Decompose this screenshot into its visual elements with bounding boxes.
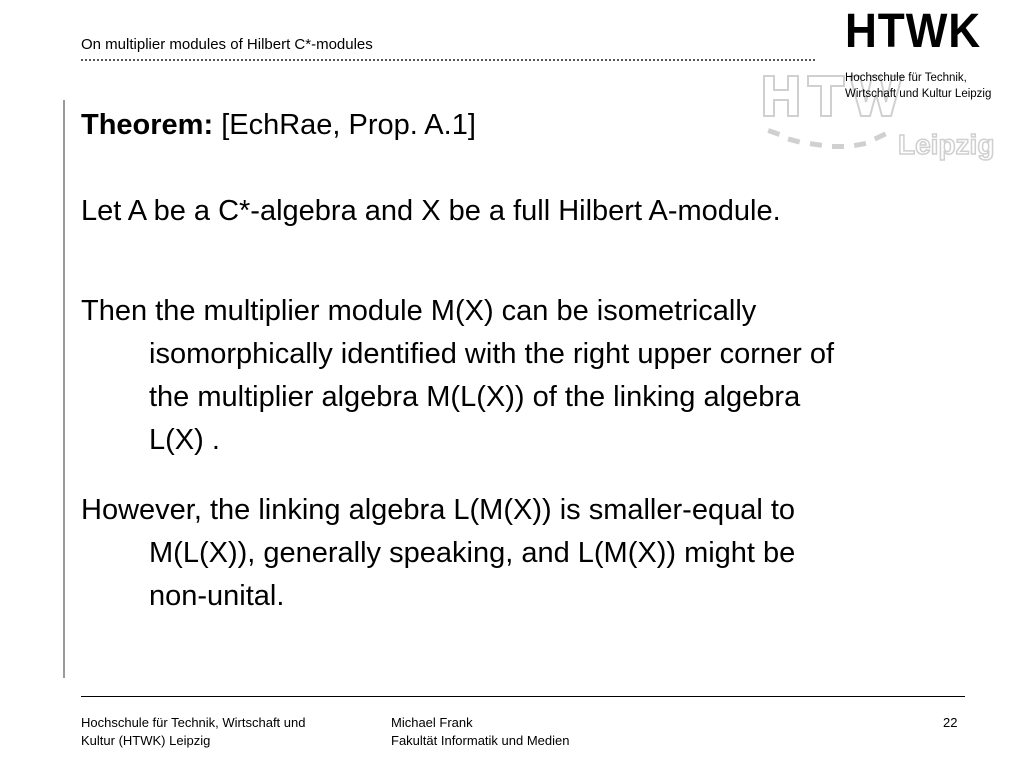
logo-subline-1: Hochschule für Technik, [845,72,967,84]
footer-institution [81,714,305,750]
header-dotted-rule [81,59,815,61]
paragraph-line: M(L(X)), generally speaking, and L(M(X)) might be [149,537,796,569]
footer-institution-line-1: Hochschule für Technik, Wirtschaft und [81,715,306,730]
page-number: 22 [943,715,958,730]
left-vertical-rule [63,100,65,678]
footer-author-block [391,714,569,750]
theorem-reference: [EchRae, Prop. A.1] [213,109,476,141]
paragraph-line: the multiplier algebra M(L(X)) of the linking algebra [149,381,801,413]
footer-rule [81,696,965,697]
paragraph-conclusion [81,290,996,462]
svg-text:Leipzig: Leipzig [898,129,995,160]
footer-author: Michael Frank [391,715,473,730]
theorem-label: Theorem: [81,109,214,141]
paragraph-line: Let A be a C*-algebra and X be a full Hilbert A-module. [81,195,781,227]
footer-institution-line-2: Kultur (HTWK) Leipzig [81,733,211,748]
theorem-heading [81,104,476,147]
htwk-logo-subtitle [845,70,991,102]
paragraph-line: L(X) . [149,424,220,456]
footer-faculty: Fakultät Informatik und Medien [391,733,570,748]
paragraph-line: However, the linking algebra L(M(X)) is smaller-equal to [81,494,796,526]
paragraph-hypothesis [81,190,996,233]
paragraph-line: non-unital. [149,580,285,612]
paragraph-line: Then the multiplier module M(X) can be isometrically [81,295,757,327]
paragraph-line: isomorphically identified with the right upper corner of [149,338,835,370]
htwk-logo-mark: HTWK [845,5,982,58]
paragraph-remark [81,489,996,618]
header-title: On multiplier modules of Hilbert C*-modules [81,36,373,53]
logo-subline-2: Wirtschaft und Kultur Leipzig [845,88,992,100]
